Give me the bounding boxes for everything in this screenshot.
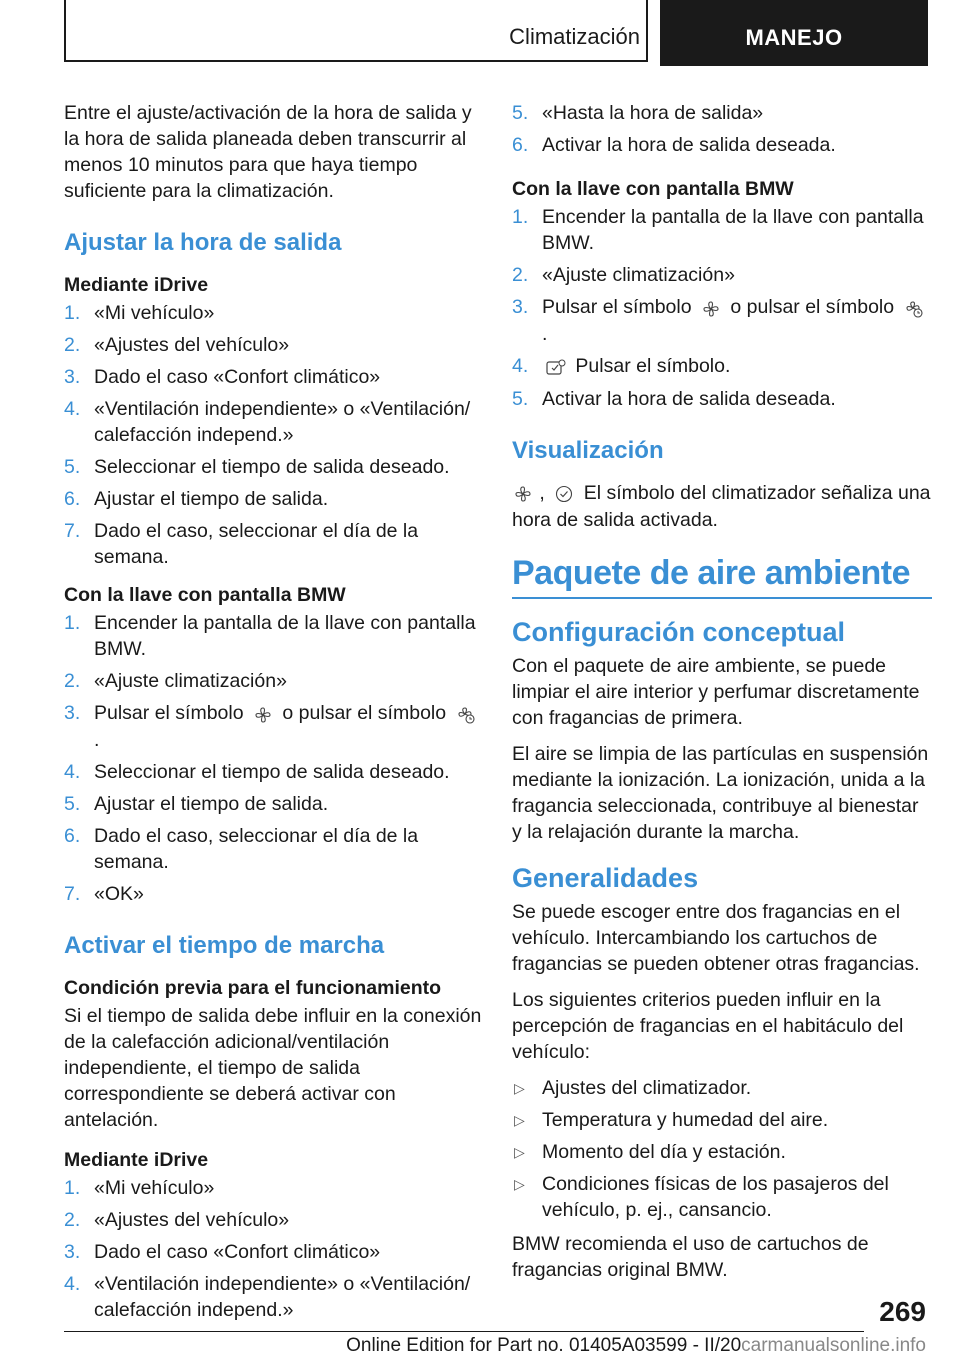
- heading-activar: Activar el tiempo de marcha: [64, 931, 385, 959]
- general-paragraph-3: BMW recomienda el uso de cartuchos de fragancias original BMW.: [512, 1232, 869, 1281]
- fan-timer-icon: [452, 701, 480, 727]
- heading-ajustar: Ajustar la hora de salida: [64, 229, 342, 256]
- list-item: 4. Pulsar el símbolo.: [512, 353, 932, 380]
- list-item: 3. Dado el caso «Confort climático»: [64, 366, 381, 388]
- heading-paquete: Paquete de aire ambiente: [512, 551, 932, 599]
- fan-icon: [249, 701, 277, 727]
- steps-llave-1: [64, 610, 484, 907]
- list-item: 5. Seleccionar el tiempo de salida deseado.: [64, 456, 450, 478]
- steps-idrive-2: [64, 1175, 484, 1323]
- list-item: 4. «Ventilación independiente» o «Ventilación/ calefacción independ.»: [64, 1272, 471, 1321]
- heading-generalidades: Generalidades: [512, 862, 699, 893]
- footer-divider: [64, 1331, 864, 1332]
- fan-icon: [697, 295, 725, 321]
- left-column: [64, 100, 484, 1335]
- list-item: 4. «Ventilación independiente» o «Ventilación/ calefacción independ.»: [64, 398, 471, 446]
- config-paragraph-1: Con el paquete de aire ambiente, se puede limpiar el aire interior y perfumar discretamente con fragancias de primera.: [512, 654, 920, 729]
- list-item: 2. «Ajustes del vehículo»: [64, 334, 290, 356]
- edition-text: Online Edition for Part no. 01405A03599 - II/20: [346, 1335, 742, 1356]
- watermark[interactable]: carmanualsonline.info: [741, 1335, 926, 1356]
- list-item: ▷ Momento del día y estación.: [514, 1140, 786, 1163]
- section-title: Climatización: [509, 24, 640, 49]
- list-item: 2. «Ajustes del vehículo»: [64, 1208, 290, 1231]
- list-item: 4. Seleccionar el tiempo de salida deseado.: [64, 760, 450, 783]
- list-item: 2. «Ajuste climatización»: [64, 670, 287, 692]
- fan-icon: [512, 481, 534, 507]
- timer-icon: [542, 354, 570, 380]
- label-idrive-1: Mediante iDrive: [64, 274, 209, 296]
- label-llave-1: Con la llave con pantalla BMW: [64, 584, 346, 606]
- heading-configuracion: Configuración conceptual: [512, 616, 846, 647]
- list-item: 3. Pulsar el símbolo o pulsar el símbolo .: [64, 700, 484, 753]
- triangle-bullet-icon: ▷: [514, 1111, 525, 1128]
- general-paragraph-1: Se puede escoger entre dos fragancias en el vehículo. Intercambiando los cartuchos de fragancias se pueden obtener otras fragancias.: [512, 900, 920, 975]
- page-header: [64, 0, 928, 66]
- triangle-bullet-icon: ▷: [514, 1079, 525, 1096]
- label-idrive-2: Mediante iDrive: [64, 1148, 209, 1171]
- page-number: 269: [879, 1296, 926, 1327]
- config-paragraph-2: El aire se limpia de las partículas en suspensión mediante la ionización. La ionización, unida a la fragancia seleccionada, contribuye al bienestar y la relajación durante la marcha.: [512, 742, 929, 843]
- steps-idrive-1: [64, 300, 484, 570]
- list-item: 6. Activar la hora de salida deseada.: [512, 134, 836, 156]
- steps-idrive-2-cont: [512, 100, 932, 158]
- list-item: 5. Ajustar el tiempo de salida.: [64, 792, 329, 815]
- list-item: ▷ Condiciones físicas de los pasajeros del vehículo, p. ej., cansancio.: [514, 1172, 889, 1221]
- list-item: 5. Activar la hora de salida deseada.: [512, 387, 836, 410]
- label-condicion: Condición previa para el funcionamiento: [64, 976, 442, 999]
- list-item: 7. Dado el caso, seleccionar el día de la semana.: [64, 520, 419, 568]
- footer-edition: [0, 1335, 960, 1357]
- label-llave-2: Con la llave con pantalla BMW: [512, 178, 794, 200]
- list-item: 7. «OK»: [64, 882, 144, 905]
- fan-timer-icon: [900, 295, 928, 321]
- list-item: 1. Encender la pantalla de la llave con pantalla BMW.: [64, 612, 476, 660]
- intro-paragraph: Entre el ajuste/activación de la hora de salida y la hora de salida planeada deben transcurrir al menos 10 minutos para que haya tiempo suficiente para la climatización.: [64, 102, 472, 202]
- visual-paragraph: , El símbolo del climatizador señaliza una hora de salida activada.: [512, 481, 931, 531]
- list-item: 3. Dado el caso «Confort climático»: [64, 1240, 381, 1263]
- list-item: 1. «Mi vehículo»: [64, 302, 215, 324]
- list-item: 3. Pulsar el símbolo o pulsar el símbolo .: [512, 294, 932, 347]
- chapter-tab: MANEJO: [660, 0, 928, 66]
- criteria-list: [512, 1075, 932, 1223]
- list-item: 6. Ajustar el tiempo de salida.: [64, 488, 329, 510]
- list-item: 2. «Ajuste climatización»: [512, 264, 735, 286]
- list-item: ▷ Temperatura y humedad del aire.: [514, 1108, 829, 1131]
- triangle-bullet-icon: ▷: [514, 1175, 525, 1192]
- steps-llave-2: [512, 204, 932, 412]
- header-frame: [64, 0, 648, 62]
- list-item: 5. «Hasta la hora de salida»: [512, 102, 764, 124]
- list-item: 1. Encender la pantalla de la llave con pantalla BMW.: [512, 206, 924, 254]
- general-paragraph-2: Los siguientes criterios pueden influir en la percepción de fragancias en el habitáculo del vehículo:: [512, 988, 904, 1063]
- list-item: ▷ Ajustes del climatizador.: [514, 1076, 752, 1099]
- heading-visualizacion: Visualización: [512, 436, 664, 464]
- list-item: 1. «Mi vehículo»: [64, 1176, 215, 1199]
- clock-check-icon: [550, 481, 578, 507]
- list-item: 6. Dado el caso, seleccionar el día de la semana.: [64, 824, 419, 873]
- right-column: [512, 100, 932, 1293]
- triangle-bullet-icon: ▷: [514, 1143, 525, 1160]
- condicion-paragraph: Si el tiempo de salida debe influir en la conexión de la calefacción adicional/ventilación independiente, el tiempo de salida correspondiente se deberá activar con antelación.: [64, 1004, 482, 1131]
